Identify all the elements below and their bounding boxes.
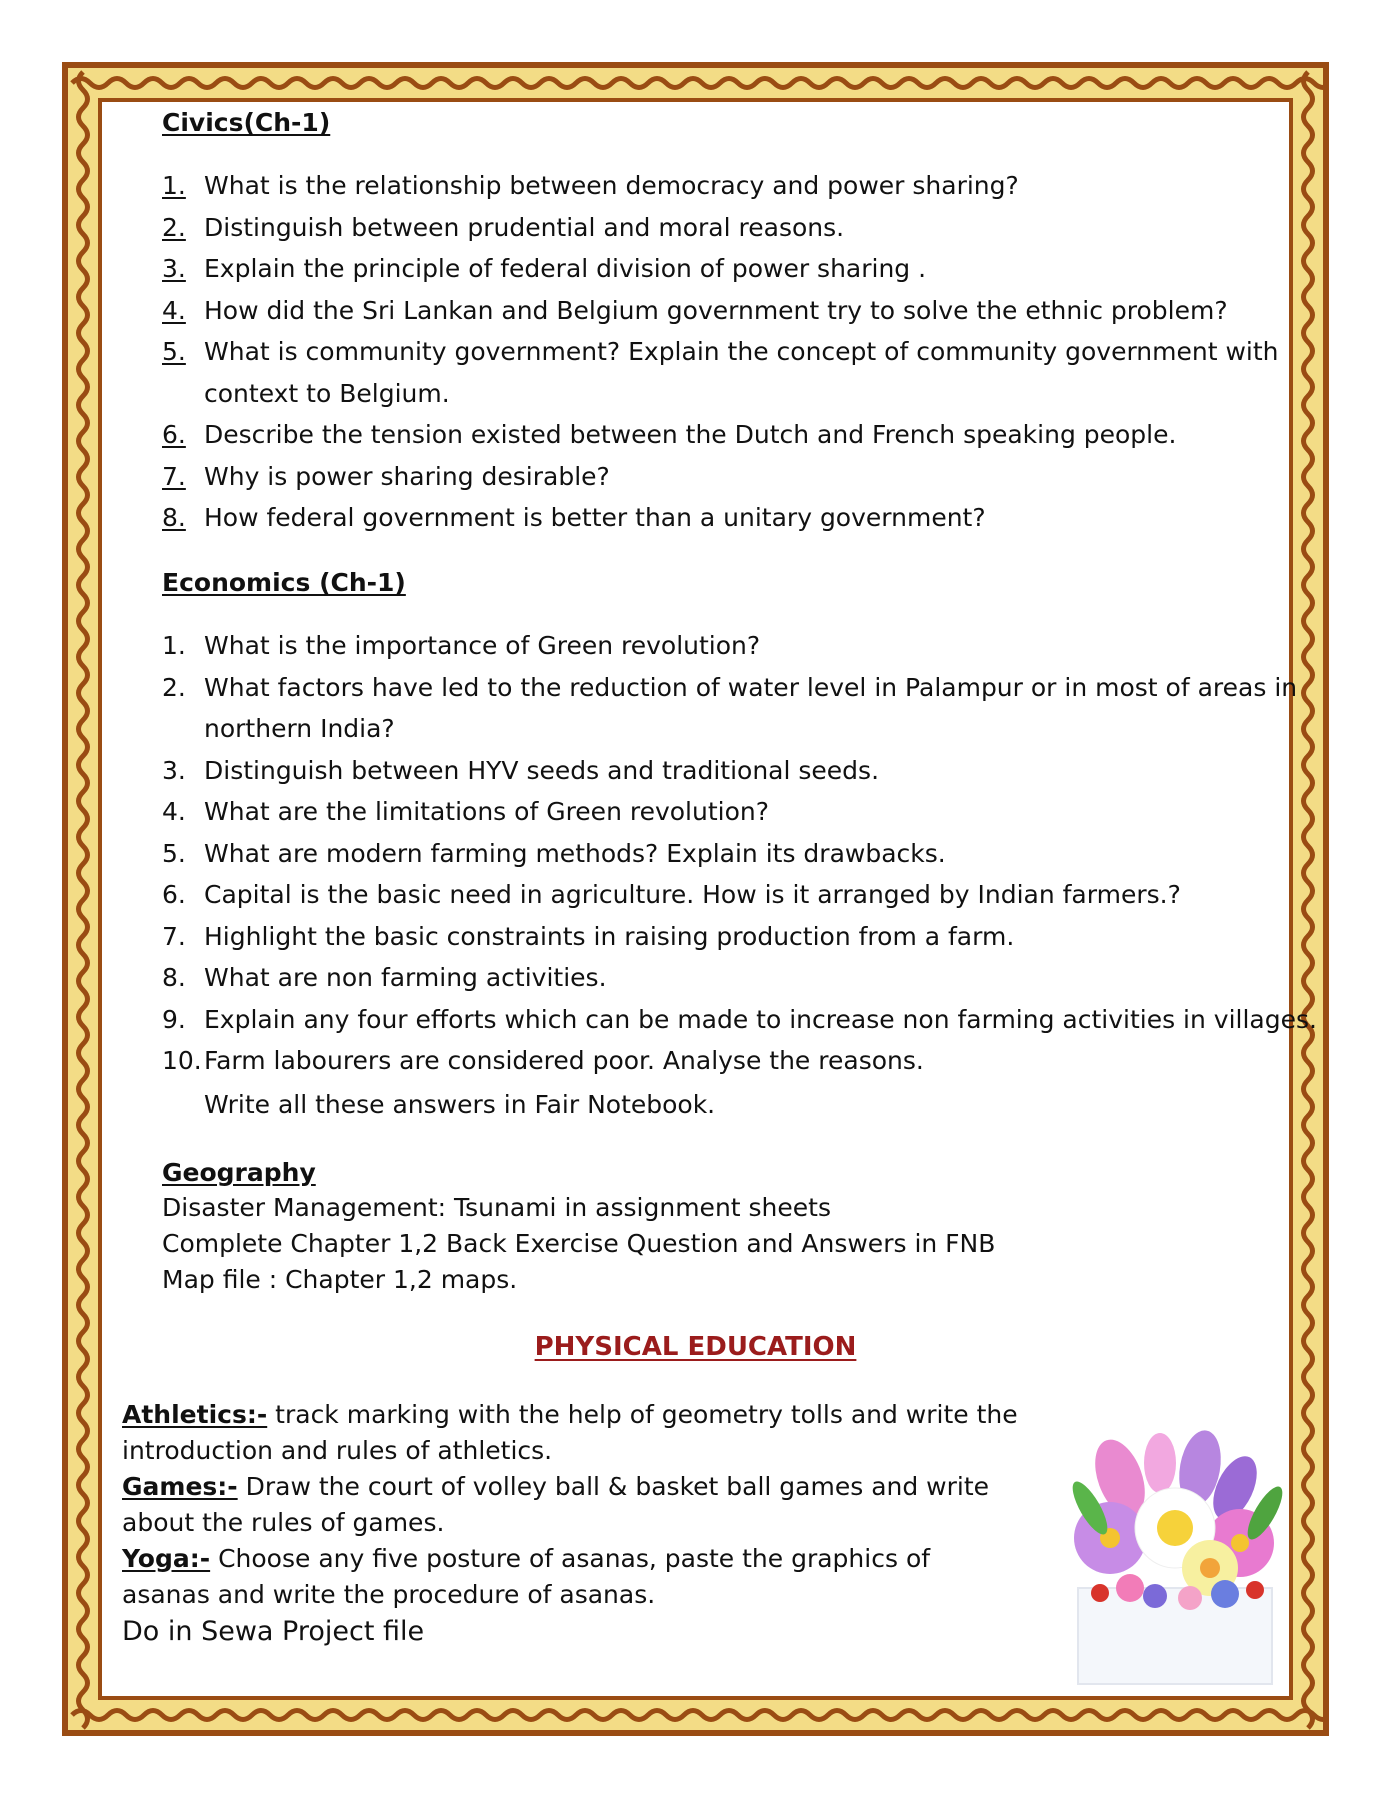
yoga-text: Choose any five posture of asanas, paste the graphics of asanas and write the procedure of asanas.	[122, 1544, 931, 1609]
civics-question-text: How did the Sri Lankan and Belgium government try to solve the ethnic problem?	[204, 295, 1228, 325]
economics-heading: Economics (Ch-1)	[162, 568, 406, 597]
civics-question-item	[162, 456, 1279, 498]
civics-question-item	[162, 165, 1279, 207]
athletics-paragraph	[122, 1397, 1022, 1469]
geography-heading: Geography	[162, 1158, 316, 1187]
civics-question-list	[162, 165, 1279, 539]
civics-question-text: Distinguish between prudential and moral reasons.	[204, 212, 845, 242]
geography-line: Disaster Management: Tsunami in assignment sheets	[162, 1193, 831, 1222]
economics-question-text: Capital is the basic need in agriculture. How is it arranged by Indian farmers.?	[204, 880, 1181, 909]
civics-heading: Civics(Ch-1)	[162, 108, 331, 137]
geography-line: Map file : Chapter 1,2 maps.	[162, 1265, 518, 1294]
economics-question-list	[162, 625, 1317, 1082]
economics-question-text: northern India?	[204, 714, 395, 743]
economics-question-number: 2.	[162, 672, 186, 702]
civics-question-number: 5.	[162, 337, 186, 366]
geography-line: Complete Chapter 1,2 Back Exercise Question and Answers in FNB	[162, 1229, 996, 1258]
civics-question-number: 3.	[162, 254, 186, 283]
economics-question-number: 10.	[162, 1046, 202, 1075]
civics-question-number: 8.	[162, 503, 186, 532]
physical-education-title: PHYSICAL EDUCATION	[534, 1332, 857, 1362]
economics-question-item	[162, 625, 1317, 667]
economics-question-item	[162, 916, 1317, 958]
civics-question-item	[162, 331, 1279, 414]
economics-question-text: Distinguish between HYV seeds and traditional seeds.	[204, 755, 880, 785]
games-text: Draw the court of volley ball & basket ball games and write about the rules of games.	[122, 1472, 990, 1537]
economics-question-text: Farm labourers are considered poor. Analyse the reasons.	[204, 1046, 924, 1075]
economics-question-text: What factors have led to the reduction of water level in Palampur or in most of areas in	[204, 672, 1298, 702]
civics-question-text: Describe the tension existed between the Dutch and French speaking people.	[204, 420, 1177, 449]
economics-question-text: Explain any four efforts which can be made to increase non farming activities in villages.	[204, 1004, 1317, 1034]
economics-question-item	[162, 874, 1317, 916]
civics-question-item	[162, 414, 1279, 456]
economics-question-item	[162, 999, 1317, 1041]
yoga-paragraph	[122, 1541, 1022, 1613]
economics-question-item	[162, 667, 1317, 750]
civics-question-item	[162, 207, 1279, 249]
economics-question-number: 5.	[162, 838, 186, 868]
economics-question-text: What are non farming activities.	[204, 963, 607, 992]
athletics-label: Athletics:-	[122, 1400, 268, 1429]
economics-question-number: 9.	[162, 1004, 186, 1034]
economics-question-number: 1.	[162, 631, 186, 660]
pe-footer: Do in Sewa Project file	[122, 1616, 425, 1647]
civics-question-number: 2.	[162, 212, 186, 242]
civics-question-text: What is the relationship between democracy and power sharing?	[204, 171, 1019, 200]
civics-question-item	[162, 497, 1279, 539]
economics-question-number: 6.	[162, 880, 186, 909]
economics-question-text: What are modern farming methods? Explain its drawbacks.	[204, 838, 946, 868]
civics-question-item	[162, 248, 1279, 290]
economics-question-number: 3.	[162, 755, 186, 785]
economics-question-text: Highlight the basic constraints in raising production from a farm.	[204, 921, 1015, 951]
economics-question-text: What is the importance of Green revolution?	[204, 631, 761, 660]
economics-question-item	[162, 833, 1317, 875]
economics-question-item	[162, 791, 1317, 833]
civics-question-text: Why is power sharing desirable?	[204, 461, 610, 491]
civics-question-item	[162, 290, 1279, 332]
civics-question-text: What is community government? Explain the concept of community government with	[204, 337, 1279, 366]
economics-question-item	[162, 750, 1317, 792]
games-paragraph	[122, 1469, 1022, 1541]
economics-question-number: 4.	[162, 797, 186, 826]
civics-question-text: context to Belgium.	[204, 378, 450, 408]
economics-question-item	[162, 1040, 1317, 1082]
civics-question-text: How federal government is better than a unitary government?	[204, 503, 986, 532]
civics-question-number: 6.	[162, 420, 186, 449]
economics-question-text: What are the limitations of Green revolution?	[204, 797, 770, 826]
civics-question-number: 7.	[162, 461, 186, 491]
civics-question-number: 4.	[162, 295, 186, 325]
athletics-text: track marking with the help of geometry tolls and write the introduction and rules of athletics.	[122, 1400, 1018, 1465]
economics-note: Write all these answers in Fair Notebook.	[204, 1090, 716, 1119]
games-label: Games:-	[122, 1472, 238, 1501]
yoga-label: Yoga:-	[122, 1544, 211, 1573]
economics-question-item	[162, 957, 1317, 999]
flower-bouquet-image	[1060, 1418, 1290, 1688]
economics-question-number: 8.	[162, 963, 186, 992]
civics-question-number: 1.	[162, 171, 186, 200]
civics-question-text: Explain the principle of federal division of power sharing .	[204, 254, 927, 283]
economics-question-number: 7.	[162, 921, 186, 951]
